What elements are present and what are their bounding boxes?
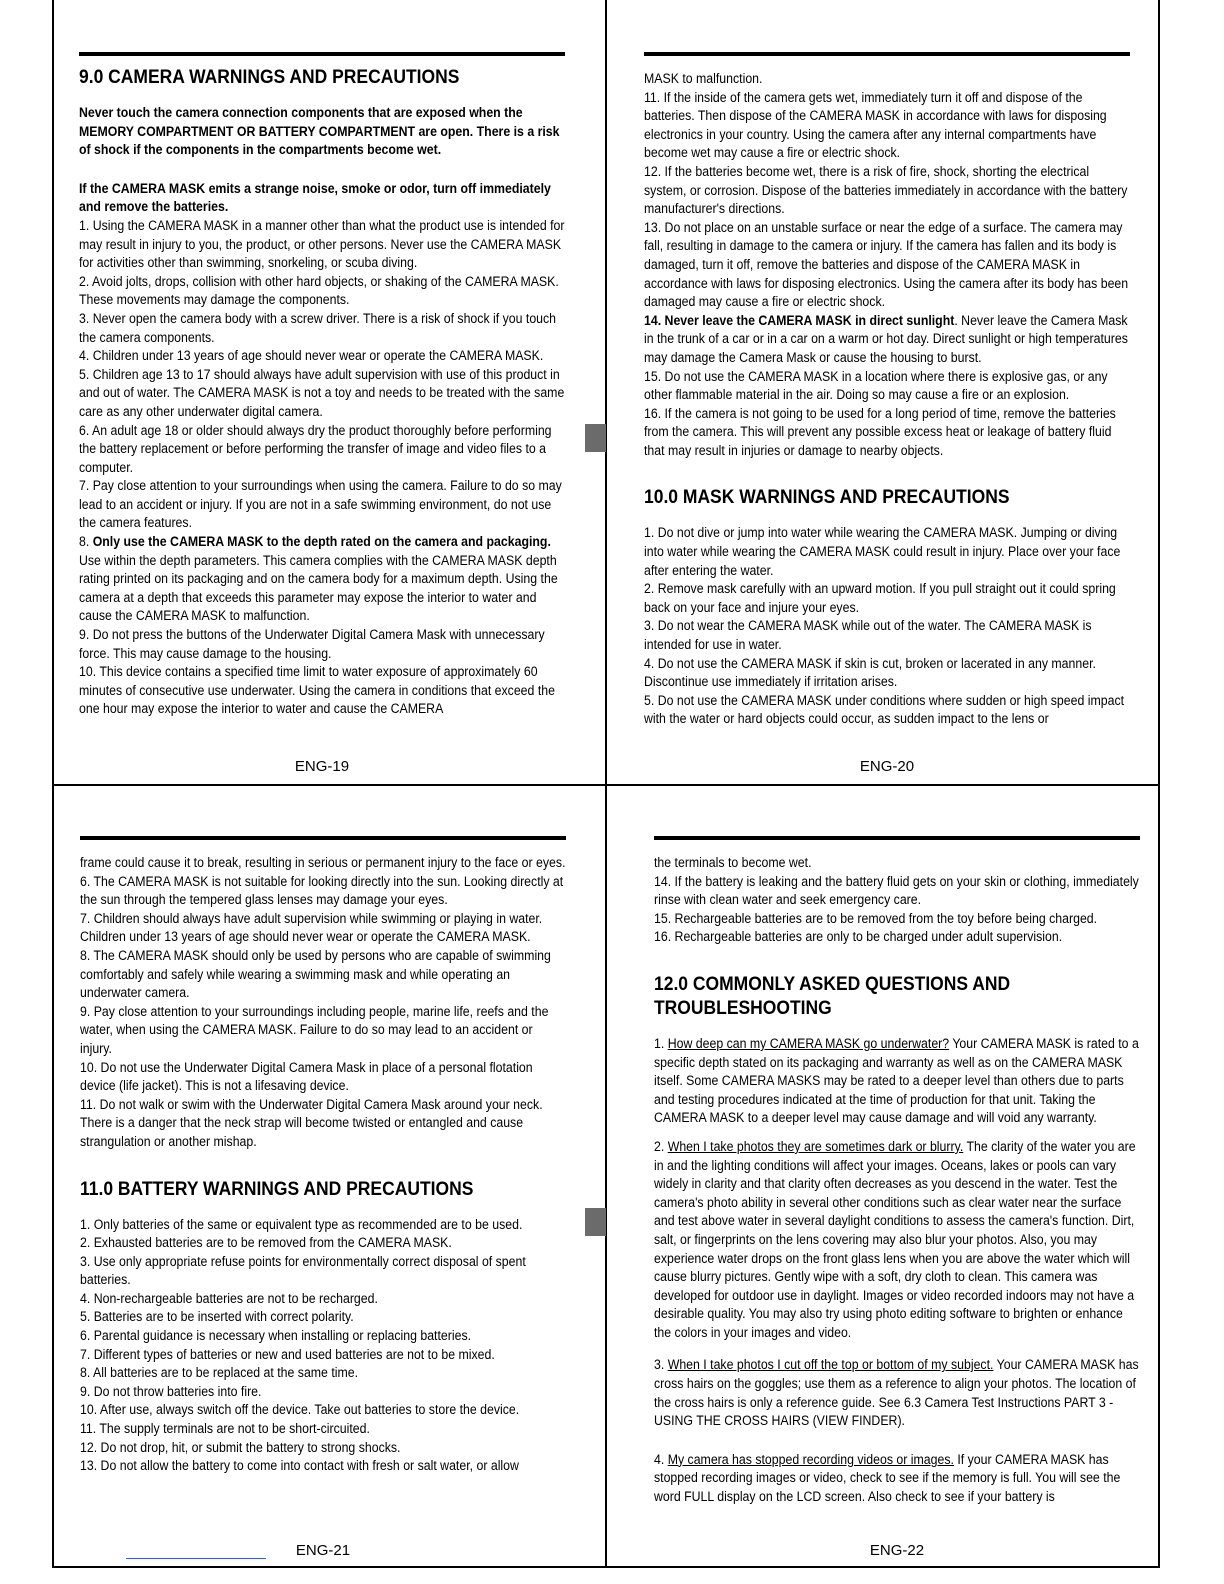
tab-marker-bottom: [585, 1208, 606, 1236]
faq-answer: Your CAMERA MASK is rated to a specific depth stated on its packaging and warranty as well as on the CAMERA MASK itself. Some CAMERA MASKS may be rated to a deeper level than others due to parts and testing procedures indicated at the time of production for that unit. Taking the CAMERA MASK to a deeper level may cause damage and will void any warranty.: [654, 1035, 1139, 1126]
list-item: 2. Exhausted batteries are to be removed from the CAMERA MASK.: [80, 1235, 452, 1251]
section-heading: 9.0 CAMERA WARNINGS AND PRECAUTIONS: [79, 67, 460, 88]
link-underline: [126, 1558, 266, 1559]
list-item: 13. Do not allow the battery to come into contact with fresh or salt water, or allow: [80, 1458, 519, 1474]
list-item: 13. Do not place on an unstable surface or near the edge of a surface. The camera may fall, resulting in damage to the camera or injury. If the camera has fallen and its body is damaged, turn it off, remove the batteries and dispose of the CAMERA MASK in accordance with laws for disposing electronics. Using the camera after its body has been damaged may cause a fire or electric shock.: [644, 219, 1129, 310]
faq-answer: Your CAMERA MASK has cross hairs on the goggles; use them as a reference to align your photos. The location of the cross hairs is only a reference guide. See 6.3 Camera Test Instructions PART 3 - USING THE CROSS HAIRS (VIEW FINDER).: [654, 1357, 1139, 1429]
faq-item: [654, 1451, 1140, 1507]
list-item: 11. Do not walk or swim with the Underwater Digital Camera Mask around your neck. There is a danger that the neck strap will become twisted or entangled and cause strangulation or another mishap.: [80, 1096, 543, 1149]
list-item: 16. If the camera is not going to be used for a long period of time, remove the batteries from the camera. This will prevent any possible excess heat or leakage of battery fluid that may result in injuries or damage to nearby objects.: [644, 405, 1116, 458]
page-eng-19: [79, 0, 565, 780]
page-number: ENG-19: [294, 758, 350, 775]
list-item: 12. Do not drop, hit, or submit the battery to strong shocks.: [80, 1439, 401, 1455]
tab-marker-top: [585, 424, 606, 452]
page-number: ENG-21: [295, 1542, 351, 1559]
list-item: 6. An adult age 18 or older should always dry the product thoroughly before performing the battery replacement or before performing the transfer of image and video files to a computer.: [79, 422, 552, 475]
faq-number: 1.: [654, 1035, 668, 1051]
faq-answer: If your CAMERA MASK has stopped recording images or video, check to see if the memory is full. You will see the word FULL display on the LCD screen. Also check to see if your battery is: [654, 1451, 1121, 1505]
faq-question: When I take photos they are sometimes dark or blurry.: [667, 1138, 964, 1154]
list-item: 2. Avoid jolts, drops, collision with other hard objects, or shaking of the CAMERA MASK. These movements may damage the components.: [79, 273, 559, 308]
list-item: MASK to malfunction.: [644, 71, 763, 86]
list-item: 1. Only batteries of the same or equivalent type as recommended are to be used.: [80, 1216, 523, 1232]
warning-text: If the CAMERA MASK emits a strange noise, smoke or odor, turn off immediately and remove the batteries.: [79, 180, 551, 215]
section-heading: 10.0 MASK WARNINGS AND PRECAUTIONS: [644, 487, 1010, 509]
list-item: 5. Children age 13 to 17 should always have adult supervision with use of this product in and out of water. The CAMERA MASK is not a toy and needs to be treated with the same care as any other underwater digital camera.: [79, 366, 565, 419]
list-item: 14. If the battery is leaking and the battery fluid gets on your skin or clothing, immediately rinse with clean water and seek emergency care.: [654, 873, 1139, 908]
faq-item: [654, 1138, 1140, 1343]
page-rule: [80, 836, 566, 840]
list-item: 5. Do not use the CAMERA MASK under conditions where sudden or high speed impact with the water or hard objects could occur, as sudden impact to the lens or: [644, 692, 1125, 727]
list-item: 15. Rechargeable batteries are to be removed from the toy before being charged.: [654, 910, 1098, 926]
faq-item: [654, 1035, 1140, 1128]
list-item: 12. If the batteries become wet, there is a risk of fire, shock, shorting the electrical system, or corrosion. Dispose of the batteries immediately in accordance with the battery manufacturer's directions.: [644, 163, 1128, 217]
list-item: 2. Remove mask carefully with an upward motion. If you pull straight out it could spring back on your face and injure your eyes.: [644, 581, 1116, 615]
page-content: [654, 854, 1140, 1507]
faq-number: 4.: [654, 1451, 668, 1467]
list-item: 4. Children under 13 years of age should never wear or operate the CAMERA MASK.: [79, 348, 544, 364]
list-item: 8. The CAMERA MASK should only be used by persons who are capable of swimming comfortably and safely while wearing a swimming mask and while operating an underwater camera.: [80, 947, 551, 1001]
page-eng-22: [654, 784, 1140, 1564]
page-eng-20: [644, 0, 1130, 780]
list-item: 5. Batteries are to be inserted with correct polarity.: [80, 1309, 354, 1325]
list-item: 1. Using the CAMERA MASK in a manner other than what the product use is intended for may result in injury to you, the product, or other persons. Never use the CAMERA MASK for activities other than swimming, snorkeling, or scuba diving.: [79, 217, 565, 271]
list-item: frame could cause it to break, resulting in serious or permanent injury to the face or eyes.: [80, 855, 566, 870]
list-item: 10. Do not use the Underwater Digital Camera Mask in place of a personal flotation device (life jacket). This is not a lifesaving device.: [80, 1059, 533, 1094]
list-item: [79, 533, 565, 626]
page-content: [644, 70, 1130, 729]
page-rule: [644, 52, 1130, 56]
list-item: 7. Pay close attention to your surroundings when using the camera. Failure to do so may lead to an accident or injury. If you are not in a safe swimming environment, do not use the camera features.: [79, 478, 562, 531]
list-item: 11. If the inside of the camera gets wet, immediately turn it off and dispose of the batteries. Then dispose of the CAMERA MASK in accordance with laws for disposing electronics in your country. Using the camera after any internal compartments have become wet may cause a fire or electric shock.: [644, 89, 1107, 161]
list-item: 9. Pay close attention to your surroundings including people, marine life, reefs and the water, when using the CAMERA MASK. Failure to do so may lead to an accident or injury.: [80, 1003, 549, 1056]
list-item: 6. Parental guidance is necessary when installing or replacing batteries.: [80, 1328, 472, 1344]
list-item: 1. Do not dive or jump into water while wearing the CAMERA MASK. Jumping or diving into water while wearing the CAMERA MASK could result in injury. Place over your face after entering the water.: [644, 525, 1121, 578]
list-item: 11. The supply terminals are not to be short-circuited.: [80, 1421, 370, 1437]
item-number: 8.: [79, 534, 93, 550]
list-item: 8. All batteries are to be replaced at the same time.: [80, 1365, 359, 1381]
section-heading: 11.0 BATTERY WARNINGS AND PRECAUTIONS: [80, 1178, 474, 1200]
item-emphasis: 14. Never leave the CAMERA MASK in direct sunlight: [644, 312, 955, 328]
list-item: 4. Do not use the CAMERA MASK if skin is cut, broken or lacerated in any manner. Discontinue use immediately if irritation arises.: [644, 655, 1096, 690]
list-item: 4. Non-rechargeable batteries are not to be recharged.: [80, 1290, 378, 1306]
page-eng-21: [80, 784, 566, 1564]
list-item: 10. After use, always switch off the device. Take out batteries to store the device.: [80, 1402, 520, 1418]
faq-number: 2.: [654, 1138, 668, 1154]
item-text: . Never leave the Camera Mask in the trunk of a car or in a car on a warm or hot day. Direct sunlight or high temperatures may damage the Camera Mask or cause the housing to burst.: [644, 312, 1128, 365]
list-item: 3. Use only appropriate refuse points for environmentally correct disposal of spent batteries.: [80, 1253, 526, 1288]
page-number: ENG-22: [869, 1542, 925, 1559]
list-item: the terminals to become wet.: [654, 855, 812, 870]
list-item: [644, 312, 1130, 368]
page-content: [80, 854, 566, 1476]
list-item: 15. Do not use the CAMERA MASK in a location where there is explosive gas, or any other flammable material in the air. Doing so may cause a fire or an explosion.: [644, 368, 1108, 403]
list-item: 10. This device contains a specified time limit to water exposure of approximately 60 minutes of consecutive use underwater. Using the camera in conditions that exceed the one hour may expose the interior to water and cause the CAMERA: [79, 664, 555, 717]
list-item: 7. Different types of batteries or new and used batteries are not to be mixed.: [80, 1346, 495, 1362]
faq-item: [654, 1356, 1140, 1430]
faq-question: How deep can my CAMERA MASK go underwater?: [667, 1035, 950, 1051]
faq-question: When I take photos I cut off the top or bottom of my subject.: [667, 1357, 994, 1373]
faq-question: My camera has stopped recording videos or images.: [667, 1451, 954, 1467]
list-item: 9. Do not throw batteries into fire.: [80, 1383, 262, 1399]
item-emphasis: Only use the CAMERA MASK to the depth rated on the camera and packaging.: [92, 534, 551, 550]
section-heading: 12.0 COMMONLY ASKED QUESTIONS AND TROUBLESHOOTING: [654, 973, 1011, 1019]
page-rule: [654, 836, 1140, 840]
page-rule: [79, 52, 565, 56]
list-item: 3. Never open the camera body with a screw driver. There is a risk of shock if you touch the camera components.: [79, 310, 557, 345]
list-item: 9. Do not press the buttons of the Underwater Digital Camera Mask with unnecessary force. This may cause damage to the housing.: [79, 627, 545, 661]
list-item: 6. The CAMERA MASK is not suitable for looking directly into the sun. Looking directly at the sun through the tempered glass lenses may damage your eyes.: [80, 873, 564, 908]
page-content: [79, 66, 565, 719]
faq-number: 3.: [654, 1357, 668, 1373]
list-item: 3. Do not wear the CAMERA MASK while out of the water. The CAMERA MASK is intended for use in water.: [644, 618, 1092, 653]
page-number: ENG-20: [859, 758, 915, 775]
faq-answer: The clarity of the water you are in and the lighting conditions will affect your images. Oceans, lakes or pools can vary widely in clarity and that clarity often decreases as you descend in the water. Test the camera's photo ability in several other conditions such as clear water near the surface and test above water in several daylight conditions to assess the camera's function. Dirt, salt, or fingerprints on the lens covering may also blur your photos. Also, you may experience water drops on the front glass lens when you are above the water which will cause blurry pictures. Gently wipe with a soft, dry cloth to clean. This camera was developed for outdoor use in daylight. Images or video recorded indoors may not have a desirable quality. You may also try using photo editing software to brighten or enhance the colors in your images and video.: [654, 1138, 1136, 1340]
list-item: 16. Rechargeable batteries are only to be charged under adult supervision.: [654, 929, 1063, 945]
item-text: Use within the depth parameters. This camera complies with the CAMERA MASK depth rating printed on its packaging and on the camera body for a maximum depth. Using the camera at a depth that exceeds this parameter may expose the interior to water and cause the CAMERA MASK to malfunction.: [79, 552, 558, 624]
list-item: 7. Children should always have adult supervision while swimming or playing in water. Children under 13 years of age should never wear or operate the CAMERA MASK.: [80, 910, 543, 945]
warning-text: Never touch the camera connection components that are exposed when the MEMORY COMPARTMENT OR BATTERY COMPARTMENT are open. There is a risk of shock if the components in the compartments become wet.: [79, 105, 560, 158]
